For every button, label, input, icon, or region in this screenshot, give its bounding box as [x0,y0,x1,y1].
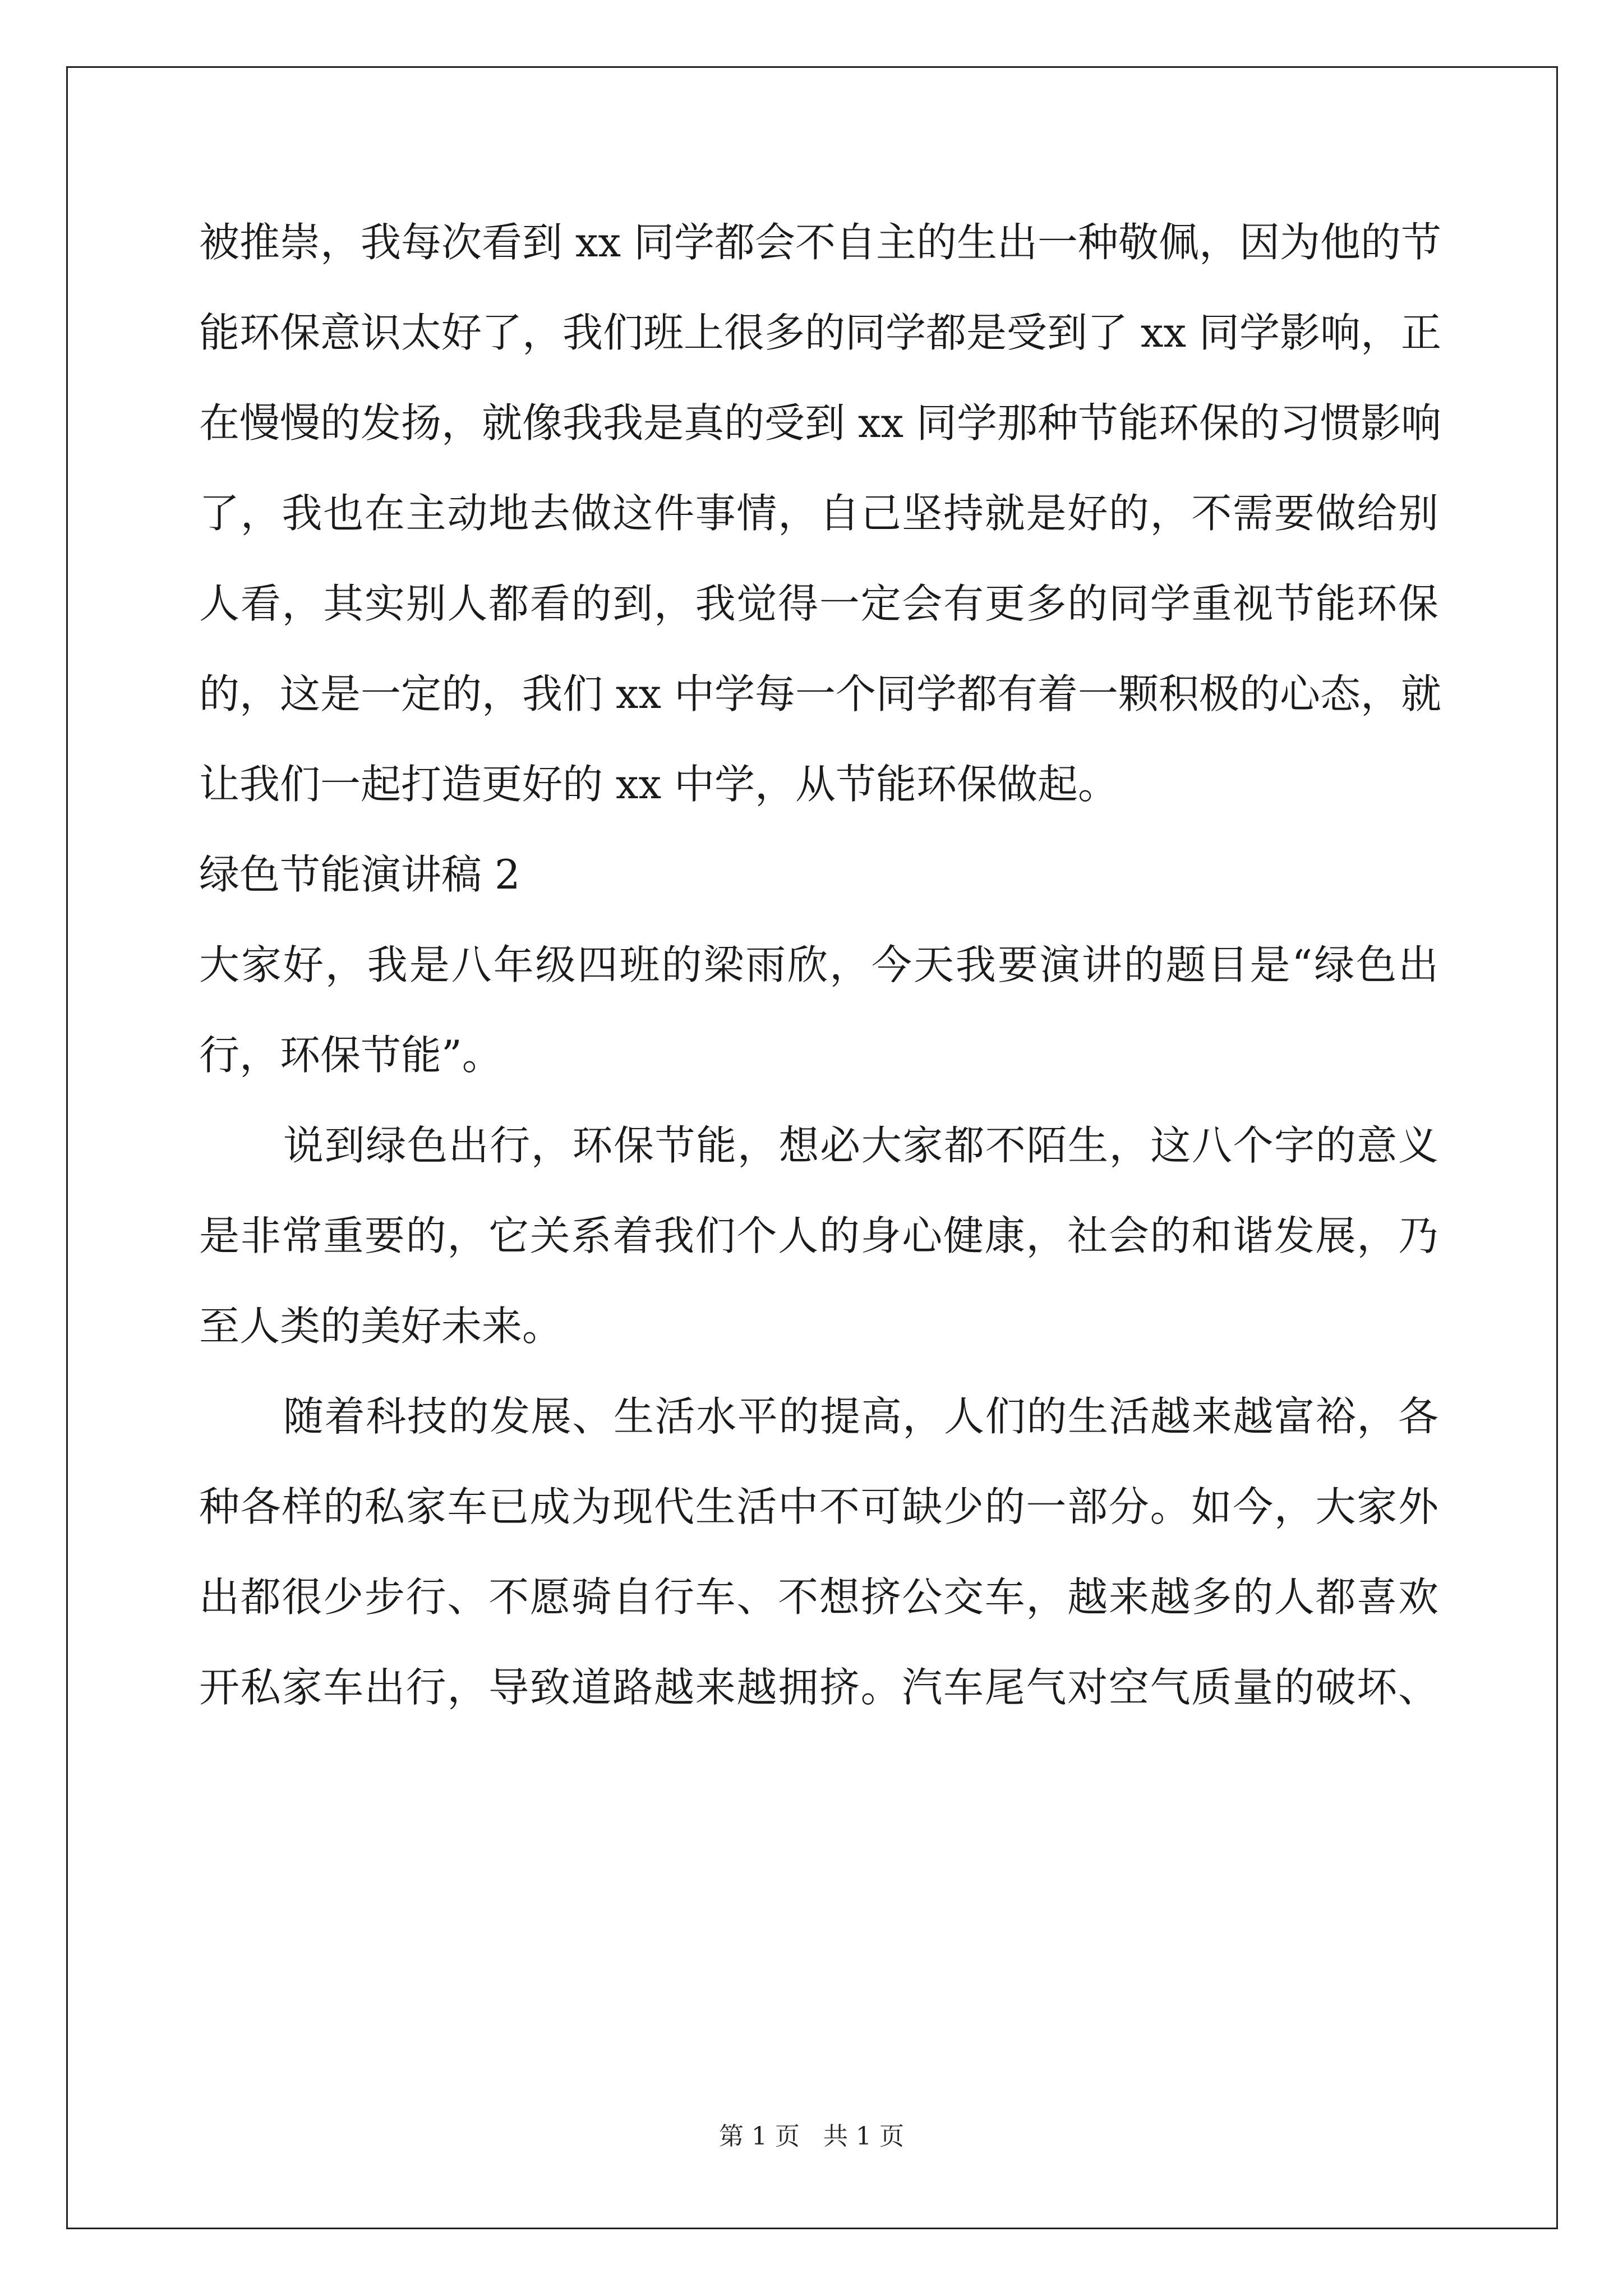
text-line: 人看，其实别人都看的到，我觉得一定会有更多的同学重视节能环保 [199,580,1438,627]
text-line: 开私家车出行，导致道路越来越拥挤。汽车尾气对空气质量的破坏、 [199,1664,1438,1711]
text-line: 了，我也在主动地去做这件事情，自己坚持就是好的，不需要做给别 [199,490,1438,537]
page-count: 共 1 页 [823,2122,904,2151]
text-line: 种各样的私家车已成为现代生活中不可缺少的一部分。如今，大家外 [199,1483,1438,1530]
text-line: 出都很少步行、不愿骑自行车、不想挤公交车，越来越多的人都喜欢 [199,1573,1438,1621]
text-line: 的，这是一定的，我们 xx 中学每一个同学都有着一颗积极的心态，就 [199,670,1441,717]
text-line: 被推崇，我每次看到 xx 同学都会不自主的生出一种敬佩，因为他的节 [199,219,1441,266]
text-line: 能环保意识太好了，我们班上很多的同学都是受到了 xx 同学影响，正 [199,309,1441,356]
text-line: 大家好，我是八年级四班的梁雨欣，今天我要演讲的题目是“绿色出 [199,941,1438,988]
document-body [199,197,1441,1733]
text-line: 行，环保节能”。 [199,1032,502,1079]
section-heading: 绿色节能演讲稿 2 [199,851,520,898]
text-line: 至人类的美好未来。 [199,1303,563,1350]
text-line: 让我们一起打造更好的 xx 中学，从节能环保做起。 [199,761,1118,808]
text-line: 随着科技的发展、生活水平的提高，人们的生活越来越富裕，各 [283,1393,1438,1440]
page-number: 第 1 页 [719,2122,800,2151]
text-line: 是非常重要的，它关系着我们个人的身心健康，社会的和谐发展，乃 [199,1212,1438,1259]
text-line: 在慢慢的发扬，就像我我是真的受到 xx 同学那种节能环保的习惯影响 [199,399,1441,447]
text-line: 说到绿色出行，环保节能，想必大家都不陌生，这八个字的意义 [283,1122,1438,1169]
page-footer [0,2116,1623,2152]
